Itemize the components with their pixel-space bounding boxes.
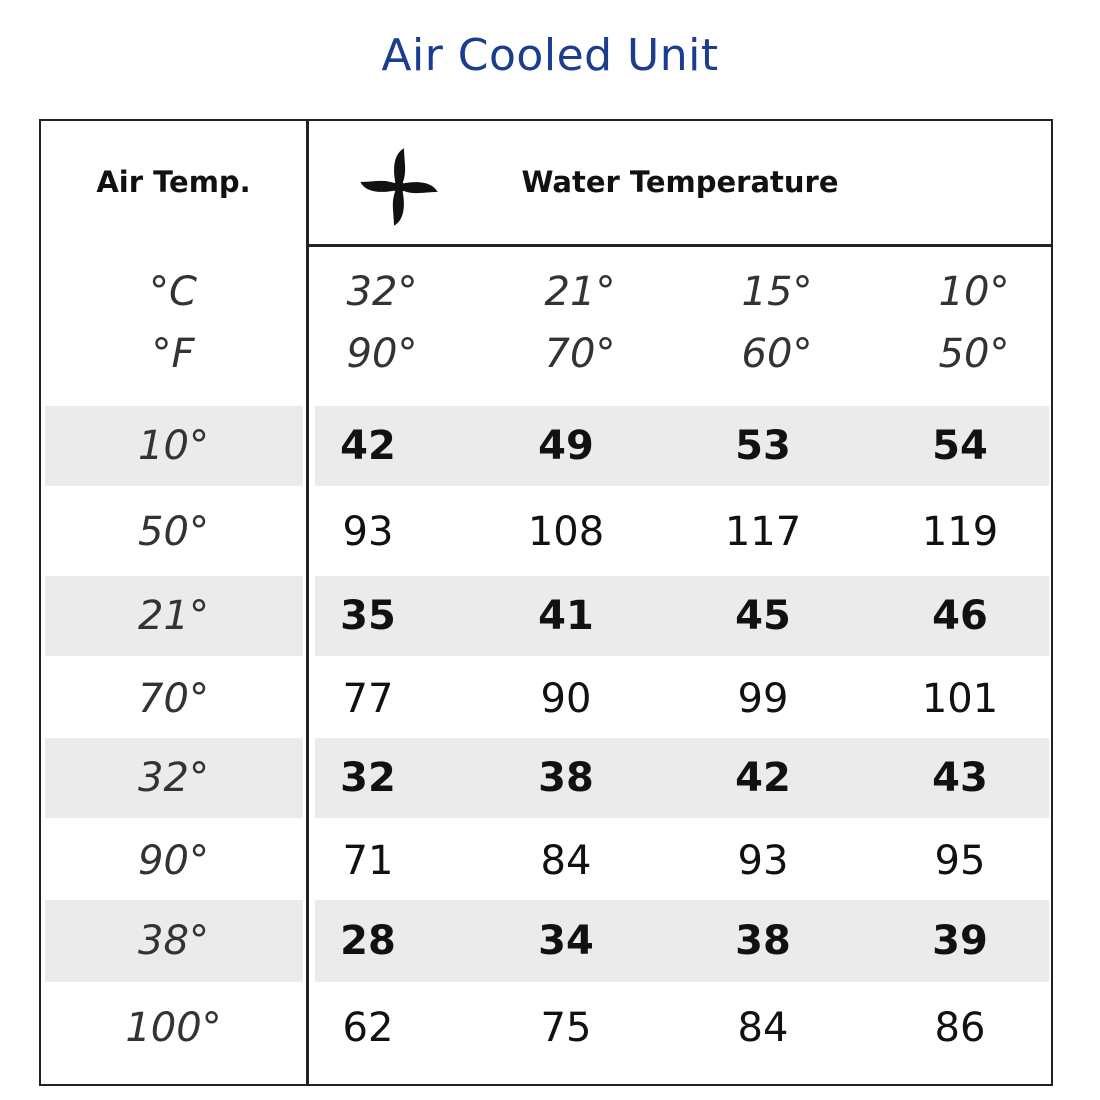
table-cell: 34 [538,918,594,964]
table-cell: 93 [737,838,789,884]
table-cell: 53 [735,423,791,469]
table-cell: 93 [342,509,394,555]
page-title: Air Cooled Unit [381,30,719,81]
table-cell: 95 [934,838,986,884]
table-cell: 84 [737,1005,789,1051]
table-cell: 99 [737,676,789,722]
table-cell: 32 [340,755,396,801]
water-temp-header [470,120,890,244]
table-cell: 84 [540,838,592,884]
table-cell: 75 [540,1005,592,1051]
table-cell: 71 [342,838,394,884]
table-cell: 38 [538,755,594,801]
table-cell: 62 [342,1005,394,1051]
row-air-temp-label: 10° [138,423,209,469]
table-cell: 28 [340,918,396,964]
table-cell: 42 [735,755,791,801]
table-cell: 46 [932,593,988,639]
row-air-temp-label: 50° [138,509,209,555]
water-col-celsius: 15° [741,269,813,315]
table-cell: 49 [538,423,594,469]
table-cell: 39 [932,918,988,964]
row-air-temp-label: 21° [138,593,209,639]
water-col-fahrenheit: 70° [544,331,616,377]
water-col-fahrenheit: 50° [938,331,1010,377]
unit-celsius: °C [149,269,197,315]
row-air-temp-label: 100° [125,1005,222,1051]
water-col-celsius: 10° [938,269,1010,315]
table-cell: 101 [921,676,999,722]
row-air-temp-label: 38° [138,918,209,964]
header-divider [307,244,1053,247]
air-temp-label: Air Temp. [96,165,251,199]
table-cell: 90 [540,676,592,722]
table-cell: 41 [538,593,594,639]
table-cell: 108 [527,509,605,555]
table-cell: 54 [932,423,988,469]
fan-icon [357,145,441,229]
table-cell: 117 [724,509,802,555]
table-cell: 43 [932,755,988,801]
table-cell: 35 [340,593,396,639]
water-col-celsius: 21° [544,269,616,315]
unit-fahrenheit: °F [151,331,195,377]
water-col-fahrenheit: 60° [741,331,813,377]
water-temp-label: Water Temperature [521,165,839,199]
row-air-temp-label: 32° [138,755,209,801]
table-cell: 86 [934,1005,986,1051]
row-air-temp-label: 90° [138,838,209,884]
table-cell: 119 [921,509,999,555]
table-cell: 77 [342,676,394,722]
table-cell: 45 [735,593,791,639]
water-col-fahrenheit: 90° [346,331,418,377]
table-cell: 42 [340,423,396,469]
air-temp-header [41,120,306,244]
row-air-temp-label: 70° [138,676,209,722]
table-cell: 38 [735,918,791,964]
water-col-celsius: 32° [346,269,418,315]
